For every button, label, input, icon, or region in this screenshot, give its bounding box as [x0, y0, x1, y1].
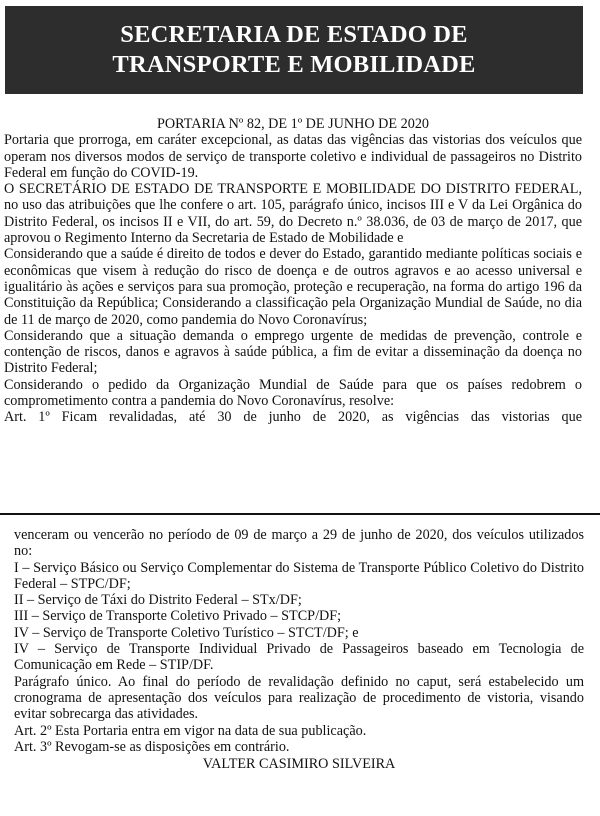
considerando-paragraph-2: Considerando que a situação demanda o emprego urgente de medidas de prevenção, controle e contenção de riscos, danos e agravos à saúde pública, a fim de evitar a disseminação da doença no Distrito Federal; — [4, 327, 582, 377]
article-3: Art. 3º Revogam-se as disposições em contrário. — [14, 738, 290, 755]
inciso-3: III – Serviço de Transporte Coletivo Privado – STCP/DF; — [14, 608, 342, 625]
column-divider — [0, 513, 600, 515]
paragrafo-unico: Parágrafo único. Ao final do período de revalidação definido no caput, será estabelecido um cronograma de apresentação dos veículos para realização de procedimento de vistoria, visando evitar sobrecarga das atividades. — [14, 673, 584, 723]
header-line-2: TRANSPORTE E MOBILIDADE — [112, 51, 476, 78]
inciso-2: II – Serviço de Táxi do Distrito Federal – STx/DF; — [14, 592, 302, 609]
portaria-preambulo: O SECRETÁRIO DE ESTADO DE TRANSPORTE E MOBILIDADE DO DISTRITO FEDERAL, no uso das atribuições que lhe confere o art. 105, parágrafo único, incisos III e V da Lei Orgânica do Distrito Federal, os incisos II e VII, do art. 59, do Decreto n.º 38.036, de 03 de março de 2017, que aprovou o Regimento Interno da Secretaria de Estado de Mobilidade e — [4, 181, 582, 247]
article-1-continuation: venceram ou vencerão no período de 09 de março a 29 de junho de 2020, dos veículos utilizados no: — [14, 527, 584, 560]
header-line-1: SECRETARIA DE ESTADO DE — [120, 21, 468, 48]
inciso-4: IV – Serviço de Transporte Coletivo Turístico – STCT/DF; e — [14, 624, 359, 641]
document-body-top — [4, 116, 582, 426]
signature: VALTER CASIMIRO SILVEIRA — [202, 756, 396, 773]
document-body-bottom — [14, 527, 584, 772]
section-header — [5, 6, 583, 94]
article-2: Art. 2º Esta Portaria entra em vigor na data de sua publicação. — [14, 722, 367, 739]
portaria-title: PORTARIA Nº 82, DE 1º DE JUNHO DE 2020 — [156, 116, 430, 132]
considerando-paragraph-1: Considerando que a saúde é direito de todos e dever do Estado, garantido mediante políticas sociais e econômicas que visem à redução do risco de doença e de outros agravos e ao acesso universal e igualitário às ações e serviços para sua promoção, proteção e recuperação, na forma do artigo 196 da Constituição da República; Considerando a classificação pela Organização Mundial de Saúde, no dia de 11 de março de 2020, como pandemia do Novo Coronavírus; — [4, 246, 582, 328]
considerando-paragraph-3: Considerando o pedido da Organização Mundial de Saúde para que os países redobrem o comprometimento contra a pandemia do Novo Coronavírus, resolve: — [4, 376, 582, 410]
inciso-5: IV – Serviço de Transporte Individual Privado de Passageiros baseado em Tecnologia de Comunicação em Rede – STIP/DF. — [14, 641, 584, 674]
inciso-1: I – Serviço Básico ou Serviço Complementar do Sistema de Transporte Público Coletivo do Distrito Federal – STPC/DF; — [14, 559, 584, 592]
article-1-start: Art. 1º Ficam revalidadas, até 30 de junho de 2020, as vigências das vistorias que — [4, 409, 582, 426]
portaria-ementa: Portaria que prorroga, em caráter excepcional, as datas das vigências das vistorias dos veículos que operam nos diversos modos de serviço de transporte coletivo e individual de passageiros no Distrito Federal em função do COVID-19. — [4, 132, 582, 181]
